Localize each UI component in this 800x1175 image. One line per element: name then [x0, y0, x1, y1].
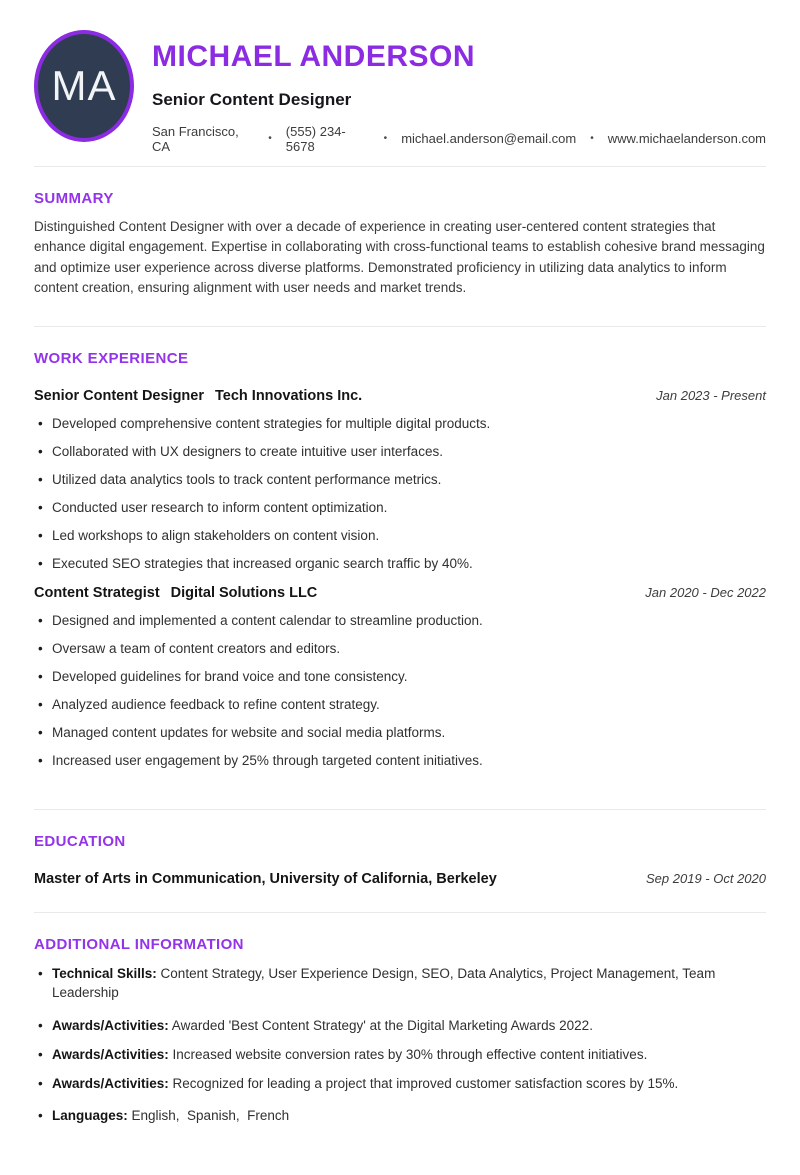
job-title: Senior Content Designer: [34, 387, 204, 404]
avatar: [34, 30, 134, 142]
resume-header: [34, 30, 766, 154]
info-item: [34, 1016, 766, 1036]
info-item-label: Awards/Activities:: [52, 1075, 169, 1091]
job-company: Tech Innovations Inc.: [215, 387, 363, 404]
job-bullet: • Oversaw a team of content creators and editors.: [34, 639, 766, 659]
contact-website: www.michaelanderson.com: [607, 131, 766, 146]
job-bullet: • Analyzed audience feedback to refine content strategy.: [34, 695, 766, 715]
info-item: [34, 1045, 766, 1065]
education-dates: Sep 2019 - Oct 2020: [646, 870, 766, 886]
info-item-text: Content Strategy, User Experience Design, SEO, Data Analytics, Project Management, Team Leadership: [52, 965, 720, 1000]
job-dates: Jan 2023 - Present: [656, 387, 766, 403]
info-item-label: Awards/Activities:: [52, 1017, 169, 1033]
job-bullet: • Increased user engagement by 25% through targeted content initiatives.: [34, 751, 766, 771]
bullet-separator-icon: •: [268, 133, 272, 144]
education-entry: [34, 871, 766, 887]
education-degree: Master of Arts in Communication, University of California, Berkeley: [34, 870, 497, 887]
job-title-group: [34, 585, 317, 601]
education-heading: EDUCATION: [34, 832, 126, 850]
job-bullet: • Designed and implemented a content calendar to streamline production.: [34, 611, 766, 631]
job-bullet-list: [34, 414, 766, 574]
job-bullet: • Conducted user research to inform content optimization.: [34, 498, 766, 518]
info-item-text: Recognized for leading a project that improved customer satisfaction scores by 15%.: [168, 1075, 679, 1091]
bullet-separator-icon: •: [590, 133, 594, 144]
info-item-label: Technical Skills:: [52, 965, 157, 981]
work-experience-heading: WORK EXPERIENCE: [34, 349, 189, 367]
info-item: [34, 964, 766, 1003]
additional-info-list: [34, 964, 766, 1126]
job-header: [34, 388, 766, 404]
job-title: Content Strategist: [34, 585, 160, 601]
bullet-separator-icon: •: [383, 133, 388, 144]
job-company: Digital Solutions LLC: [170, 585, 318, 601]
job-title-group: [34, 388, 362, 404]
job-bullet: • Collaborated with UX designers to create intuitive user interfaces.: [34, 442, 766, 462]
job-bullet: • Executed SEO strategies that increased organic search traffic by 40%.: [34, 554, 766, 574]
candidate-title: Senior Content Designer: [152, 89, 352, 109]
job-bullet: • Developed comprehensive content strategies for multiple digital products.: [34, 414, 766, 434]
info-item: [34, 1074, 766, 1094]
contact-email: michael.anderson@email.com: [401, 131, 577, 146]
contact-phone: (555) 234-5678: [285, 123, 346, 154]
job-bullet: • Managed content updates for website and social media platforms.: [34, 723, 766, 743]
section-divider: [34, 326, 766, 327]
summary-heading: SUMMARY: [34, 189, 114, 207]
additional-info-heading: ADDITIONAL INFORMATION: [34, 935, 244, 953]
info-item-text: Awarded 'Best Content Strategy' at the Digital Marketing Awards 2022.: [168, 1017, 593, 1033]
info-item-text: English, Spanish, French: [127, 1108, 290, 1123]
summary-text: Distinguished Content Designer with over a decade of experience in creating user-centered content strategies that enhance digital engagement. Expertise in collaborating with cross-functional teams to establish cohesive brand messaging and optimize user experience across diverse platforms. Demonstrated proficiency in utilizing data analytics to inform content creation, ensuring alignment with user needs and market trends.: [34, 218, 765, 295]
candidate-name: MICHAEL ANDERSON: [152, 40, 476, 73]
job-bullet: • Utilized data analytics tools to track content performance metrics.: [34, 470, 766, 490]
info-item-label: Languages:: [52, 1108, 128, 1123]
section-divider: [34, 809, 766, 810]
job-bullet: • Led workshops to align stakeholders on content vision.: [34, 526, 766, 546]
header-text: [152, 30, 766, 154]
job-bullet: • Developed guidelines for brand voice and tone consistency.: [34, 667, 766, 687]
section-divider: [34, 912, 766, 913]
contact-row: [152, 124, 766, 154]
contact-location: San Francisco, CA: [152, 123, 239, 154]
job-header: [34, 585, 766, 601]
info-item-label: Awards/Activities:: [52, 1046, 169, 1062]
job-bullet-list: [34, 611, 766, 771]
info-item-text: Increased website conversion rates by 30% through effective content initiatives.: [168, 1046, 648, 1062]
job-dates: Jan 2020 - Dec 2022: [645, 585, 766, 600]
section-divider: [34, 166, 766, 167]
info-item: [34, 1106, 766, 1126]
avatar-initials: MA: [51, 62, 117, 109]
